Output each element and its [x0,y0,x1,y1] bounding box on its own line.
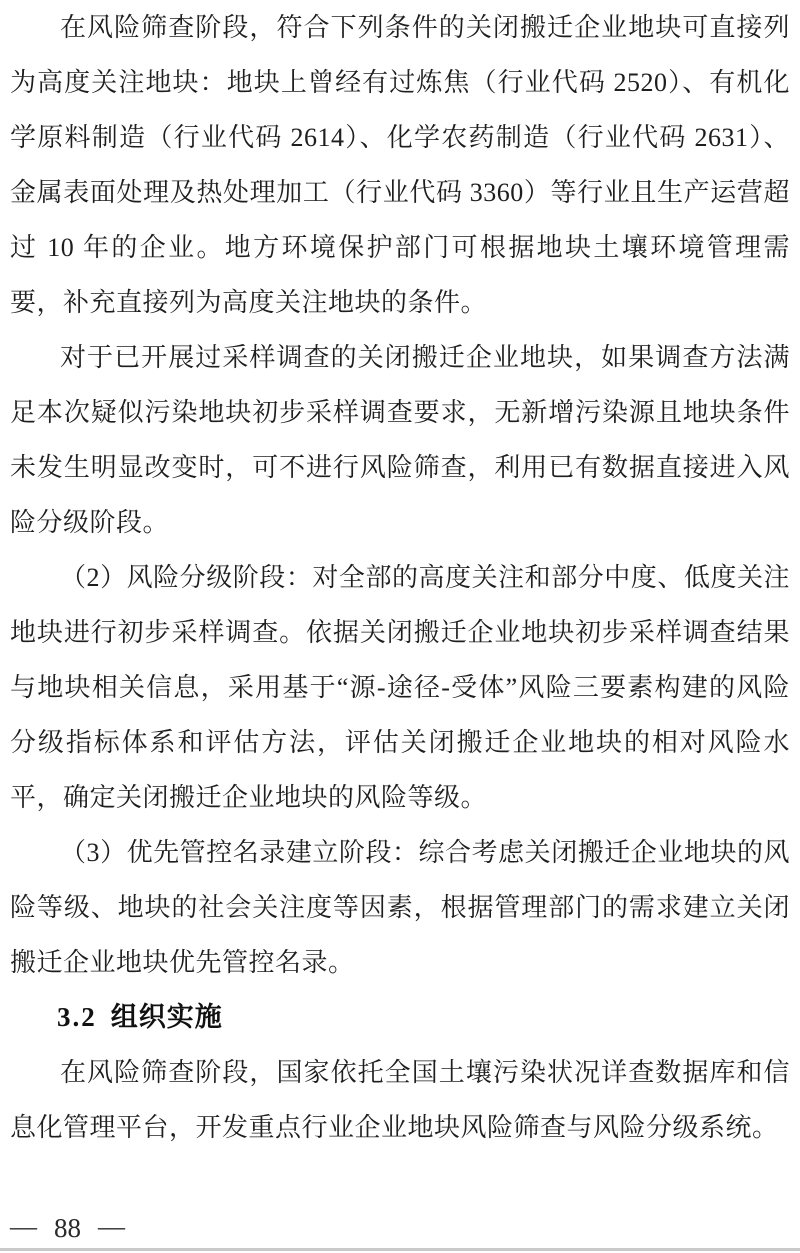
section-heading-3-2 [10,990,790,1045]
page-bottom-edge-rule [0,1248,800,1251]
page-footer [10,1210,125,1246]
document-body [10,0,790,1155]
body-paragraph-2: 对于已开展过采样调查的关闭搬迁企业地块，如果调查方法满足本次疑似污染地块初步采样调查要求，无新增污染源且地块条件未发生明显改变时，可不进行风险筛查，利用已有数据直接进入风险分级阶段。 [10,343,790,537]
body-paragraph-3-risk-grading-stage: （2）风险分级阶段：对全部的高度关注和部分中度、低度关注地块进行初步采样调查。依据关闭搬迁企业地块初步采样调查结果与地块相关信息，采用基于“源-途径-受体”风险三要素构建的风险分级指标体系和评估方法，评估关闭搬迁企业地块的相对风险水平，确定关闭搬迁企业地块的风险等级。 [10,563,790,812]
section-heading-number: 3.2 [57,1002,97,1032]
body-paragraph-5-implementation: 在风险筛查阶段，国家依托全国土壤污染状况详查数据库和信息化管理平台，开发重点行业企业地块风险筛查与风险分级系统。 [10,1058,790,1142]
page-number: 88 [54,1212,81,1243]
footer-left-dash: — [10,1210,37,1241]
body-paragraph-1: 在风险筛查阶段，符合下列条件的关闭搬迁企业地块可直接列为高度关注地块：地块上曾经有过炼焦（行业代码 2520）、有机化学原料制造（行业代码 2614）、化学农药制造（行业代码 2631）、金属表面处理及热处理加工（行业代码 3360）等行业且生产运营超过 10 年的企业。地方环境保护部门可根据地块土壤环境管理需要，补充直接列为高度关注地块的条件。 [10,13,790,317]
body-paragraph-4-priority-list-stage: （3）优先管控名录建立阶段：综合考虑关闭搬迁企业地块的风险等级、地块的社会关注度等因素，根据管理部门的需求建立关闭搬迁企业地块优先管控名录。 [10,838,790,977]
footer-right-dash: — [98,1210,125,1241]
section-heading-title: 组织实施 [110,1002,223,1032]
